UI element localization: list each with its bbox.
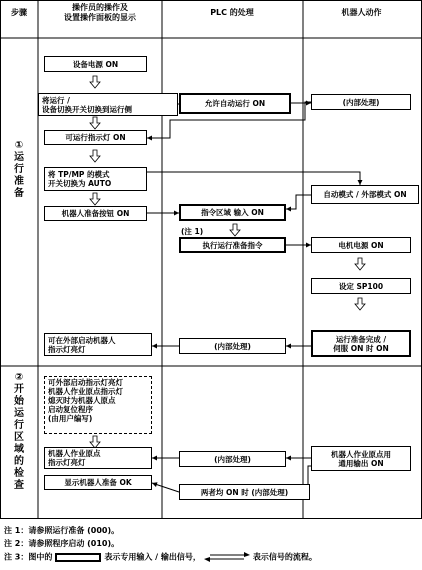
box-motor-power: 电机电源 ON (311, 237, 411, 253)
header-robot: 机器人动作 (341, 8, 382, 17)
note-3 (4, 552, 317, 563)
arrow-internal2-to-extlamp-head (152, 344, 157, 349)
down-arrow-6 (230, 224, 240, 236)
note1-label: (注 1) (181, 227, 204, 236)
box-allow-auto: 允许自动运行 ON (179, 93, 291, 114)
note-3-mid: 表示专用输入 / 输出信号， (104, 552, 201, 562)
box-exec-ready: 执行运行准备指令 (179, 237, 286, 253)
step-1-number: ① (14, 140, 24, 151)
arrow-origin-to-internal3-head (286, 456, 291, 461)
legend-double-arrow-icon (204, 552, 250, 562)
down-arrow-8 (355, 298, 365, 310)
box-origin-output: 机器人作业原点用 通用输出 ON (311, 446, 411, 471)
header-step: 步骤 (11, 8, 27, 17)
arrow-automode-to-cmd-head (286, 207, 291, 212)
box-origin-lamp: 机器人作业原点 指示灯亮灯 (44, 447, 152, 469)
step-2-number: ② (14, 372, 24, 383)
down-arrow-7 (355, 258, 365, 270)
note-3-suffix: 表示信号的流程。 (252, 552, 317, 562)
note-2: 注 2：请参照程序启动 (010)。 (4, 539, 120, 548)
box-run-lamp: 可运行指示灯 ON (44, 130, 147, 145)
box-internal-proc-2: (内部处理) (179, 338, 286, 354)
down-arrow-3 (90, 150, 100, 162)
box-power-on: 设备电源 ON (44, 56, 147, 72)
arrow-readydone-to-internal2-head (286, 344, 291, 349)
header-plc: PLC 的处理 (210, 8, 254, 17)
box-switch-run: 将运行 / 设备切换开关切换到运行侧 (38, 93, 178, 116)
box-ready-done: 运行准备完成 / 伺服 ON 时 ON (311, 330, 411, 357)
box-dashed-note: 可外部启动指示灯亮灯 机器人作业原点指示灯 熄灭时为机器人原点 启动复位程序 (由用户编写) (44, 376, 152, 434)
box-tp-mode: 将 TP/MP 的模式 开关切换为 AUTO (44, 167, 147, 191)
box-internal-proc-3: (内部处理) (179, 451, 286, 467)
box-ready-ok: 显示机器人准备 OK (44, 475, 152, 490)
legend-dedicated-signal-box (55, 553, 101, 562)
down-arrow-2 (90, 117, 100, 129)
step-1-label: 运行准备 (14, 152, 24, 199)
down-arrow-1 (90, 76, 100, 88)
box-ready-button: 机器人准备按钮 ON (44, 206, 147, 221)
box-internal-proc-1: (内部处理) (311, 94, 411, 110)
down-arrow-4 (90, 193, 100, 205)
arrow-tpmode-to-automode-line (147, 172, 360, 185)
arrow-internal3-to-originlamp-head (152, 456, 157, 461)
arrow-automode-to-cmd-line (286, 195, 311, 209)
arrow-internal-to-runlamp-head (147, 136, 152, 141)
box-set-sp: 设定 SP100 (311, 278, 411, 294)
box-cmd-area: 指令区域 输入 ON (179, 204, 286, 221)
step-2-label: 开始运行区域的检查 (14, 384, 24, 491)
box-auto-mode: 自动模式 / 外部模式 ON (311, 185, 419, 204)
box-ext-start-lamp: 可在外部启动机器人 指示灯亮灯 (44, 333, 152, 356)
box-both-on: 两者均 ON 时 (内部处理) (179, 484, 310, 500)
note-1: 注 1：请参照运行准备 (000)。 (4, 526, 120, 535)
note-3-prefix: 注 3：图中的 (4, 552, 53, 562)
arrow-both-to-readyok-head (152, 482, 158, 487)
header-operator: 操作员的操作及 设置操作面板的显示 (64, 3, 136, 22)
